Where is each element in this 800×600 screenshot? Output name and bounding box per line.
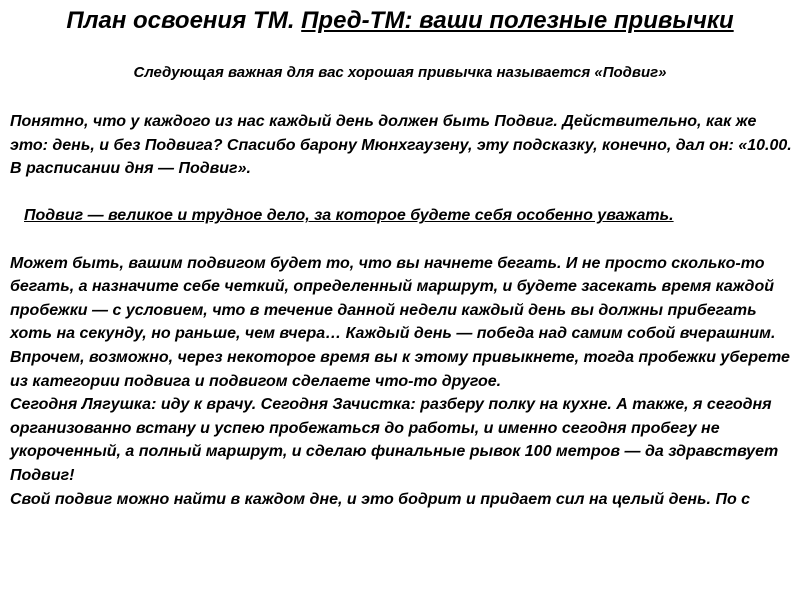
title-prefix: План освоения ТМ. (66, 7, 302, 34)
paragraph-today: Сегодня Лягушка: иду к врачу. Сегодня Зачистка: разберу полку на кухне. А также, я сегодня организованно встану и успею пробежаться до работы, и именно сегодня пробегу не укороченный, а полный маршрут, и сделаю финальные рывок 100 метров — да здравствует Подвиг! (10, 396, 779, 484)
paragraph-gap (10, 228, 796, 252)
paragraph-intro: Понятно, что у каждого из нас каждый день должен быть Подвиг. Действительно, как же это: день, и без Подвига? Спасибо барону Мюнхгаузену, эту подсказку, конечно, дал он: «10.00. В расписании дня — Подвиг». (10, 113, 792, 178)
page-title (60, 6, 740, 36)
paragraph-running: Может быть, вашим подвигом будет то, что вы начнете бегать. И не просто сколько-то бегать, а назначите себе четкий, определенный маршрут, и будете засекать время каждой пробежки — с условием, что в течение данной недели каждый день вы должны прибегать хоть на секунду, но раньше, чем вчера… Каждый день — победа над самим собой вчерашним. Впрочем, возможно, через некоторое время вы к этому привыкнете, тогда пробежки уберете из категории подвига и подвигом сделаете что-то другое. (10, 254, 790, 390)
paragraph-gap (10, 181, 796, 205)
body-text (10, 110, 796, 511)
paragraph-cut: Свой подвиг можно найти в каждом дне, и это бодрит и придает сил на целый день. По с (10, 490, 751, 508)
definition-text: Подвиг — великое и трудное дело, за которое будете себя особенно уважать. (24, 207, 674, 225)
subtitle: Следующая важная для вас хорошая привычка называется «Подвиг» (133, 64, 667, 81)
title-underlined: Пред-ТМ: ваши полезные привычки (301, 7, 734, 34)
paragraph-definition (10, 204, 796, 228)
